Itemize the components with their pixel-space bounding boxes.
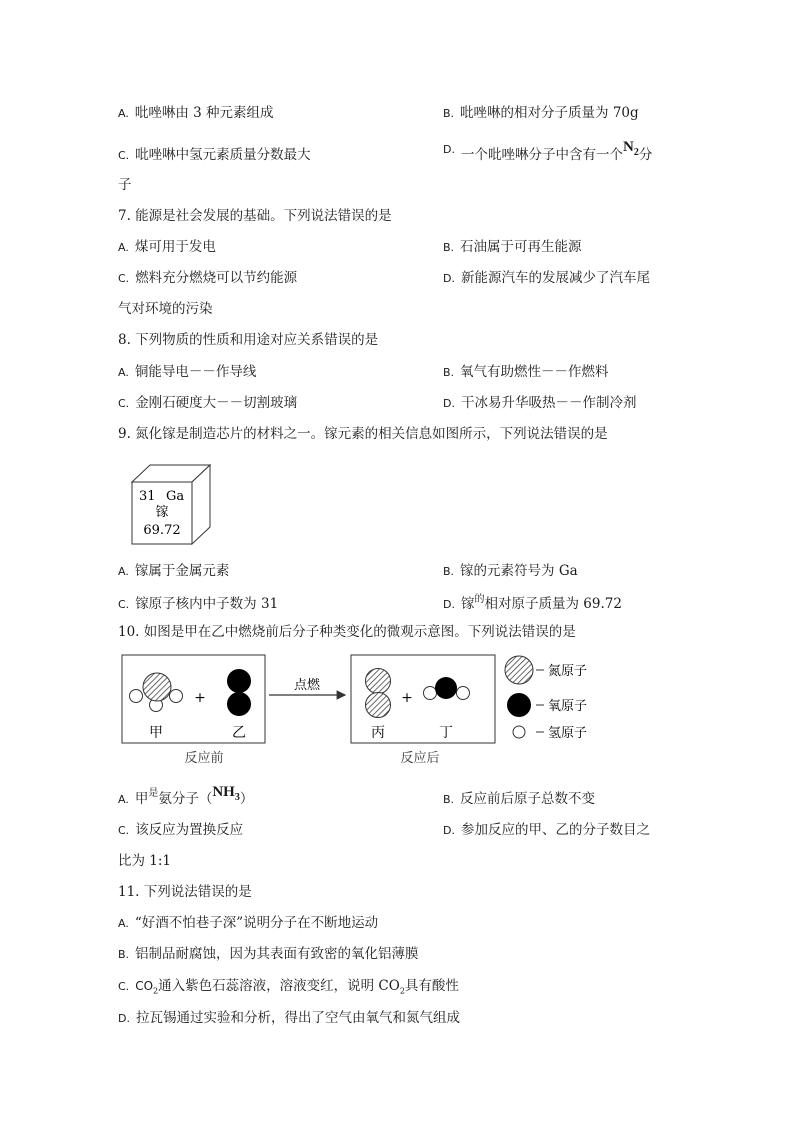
q9-stem: 9. 氮化镓是制造芯片的材料之一。镓元素的相关信息如图所示，下列说法错误的是 xyxy=(118,426,608,442)
q9-option-c: C. 镓原子核内中子数为 31 xyxy=(118,596,279,612)
h-atom-icon xyxy=(130,690,143,703)
label-before: 反应前 xyxy=(184,751,224,766)
element-mass: 69.72 xyxy=(143,523,181,538)
q11-stem: 11. 下列说法错误的是 xyxy=(118,884,252,900)
q6-option-c: C. 吡唑啉中氢元素质量分数最大 xyxy=(118,147,311,163)
molecule-bing xyxy=(366,669,391,718)
legend-h-label: 氢原子 xyxy=(548,726,588,741)
q6-option-d: D. 一个吡唑啉分子中含有一个$N_2$分 xyxy=(443,139,653,163)
q11-option-a: A. “好酒不怕巷子深”说明分子在不断地运动 xyxy=(118,915,379,931)
q8-option-c: C. 金刚石硬度大－－切割玻璃 xyxy=(118,395,298,411)
q8-stem: 8. 下列物质的性质和用途对应关系错误的是 xyxy=(118,332,379,348)
legend-o-icon xyxy=(507,693,531,717)
o-atom-icon xyxy=(227,692,251,716)
q7-option-d-wrap: 气对环境的污染 xyxy=(118,301,213,317)
q9-option-a: A. 镓属于金属元素 xyxy=(118,563,230,579)
label-after: 反应后 xyxy=(400,751,440,766)
element-name: 镓 xyxy=(155,505,169,520)
h-atom-icon xyxy=(170,690,183,703)
plus-sign-after: + xyxy=(401,690,413,706)
q11-option-b: B. 铝制品耐腐蚀，因为其表面有致密的氧化铝薄膜 xyxy=(118,946,419,962)
q8-option-d: D. 干冰易升华吸热－－作制冷剂 xyxy=(443,395,637,411)
q6-option-b: B. 吡唑啉的相对分子质量为 70g xyxy=(443,105,639,121)
plus-sign: + xyxy=(194,690,206,706)
legend-n-label: 氮原子 xyxy=(548,664,588,679)
legend-h-icon xyxy=(513,726,525,738)
q7-option-b: B. 石油属于可再生能源 xyxy=(443,239,582,255)
q10-option-d: D. 参加反应的甲、乙的分子数目之 xyxy=(443,822,650,838)
q11-option-d: D. 拉瓦锡通过实验和分析，得出了空气由氧气和氮气组成 xyxy=(118,1010,460,1026)
q7-option-a: A. 煤可用于发电 xyxy=(118,239,216,255)
q10-stem: 10. 如图是甲在乙中燃烧前后分子种类变化的微观示意图。下列说法错误的是 xyxy=(118,624,576,640)
label-bing: 丙 xyxy=(371,725,385,741)
formula-n2: $N_2$ xyxy=(622,139,639,158)
formula-nh3: $NH_3$ xyxy=(212,784,240,803)
legend-o-label: 氧原子 xyxy=(548,699,588,714)
q10-option-c: C. 该反应为置换反应 xyxy=(118,822,244,838)
n-atom-icon xyxy=(366,669,391,694)
label-yi: 乙 xyxy=(232,725,246,741)
q6-option-a: A. 吡唑啉由 3 种元素组成 xyxy=(118,105,274,121)
q6-option-d-wrap: 子 xyxy=(118,177,132,193)
q7-stem: 7. 能源是社会发展的基础。下列说法错误的是 xyxy=(118,208,392,224)
legend xyxy=(505,656,587,741)
element-card-gallium xyxy=(130,463,212,547)
condition-label: 点燃 xyxy=(293,678,321,693)
h-atom-icon xyxy=(424,687,437,700)
reaction-diagram xyxy=(115,650,635,772)
n-atom-icon xyxy=(366,693,391,718)
q8-option-a: A. 铜能导电－－作导线 xyxy=(118,364,257,380)
label-ding: 丁 xyxy=(439,725,453,741)
q7-option-d: D. 新能源汽车的发展减少了汽车尾 xyxy=(443,270,650,286)
q10-option-d-wrap: 比为 1:1 xyxy=(118,853,172,869)
element-symbol: Ga xyxy=(166,489,185,504)
q10-option-b: B. 反应前后原子总数不变 xyxy=(443,791,596,807)
legend-n-icon xyxy=(505,656,533,684)
q8-option-b: B. 氧气有助燃性－－作燃料 xyxy=(443,364,609,380)
n-atom-icon xyxy=(143,673,171,701)
h-atom-icon xyxy=(457,687,470,700)
q9-option-d: D. 镓$^的$相对原子质量为 69.72 xyxy=(443,594,622,612)
q9-option-b: B. 镓的元素符号为 Ga xyxy=(443,563,578,579)
o-atom-icon xyxy=(227,669,251,693)
q10-option-a: $_{A.}$ 甲是氨分子$(NH_3)$ xyxy=(118,784,254,807)
molecule-jia xyxy=(130,673,183,712)
q7-option-c: C. 燃料充分燃烧可以节约能源 xyxy=(118,270,298,286)
element-atomic-number: 31 xyxy=(139,489,156,504)
molecule-ding xyxy=(424,677,470,700)
o-atom-icon xyxy=(435,677,457,699)
label-jia: 甲 xyxy=(149,725,163,741)
molecule-yi xyxy=(227,669,251,716)
q11-option-c: C. $CO_2$通入紫色石蕊溶液，溶液变红，说明 $CO_2$具有酸性 xyxy=(118,978,459,996)
